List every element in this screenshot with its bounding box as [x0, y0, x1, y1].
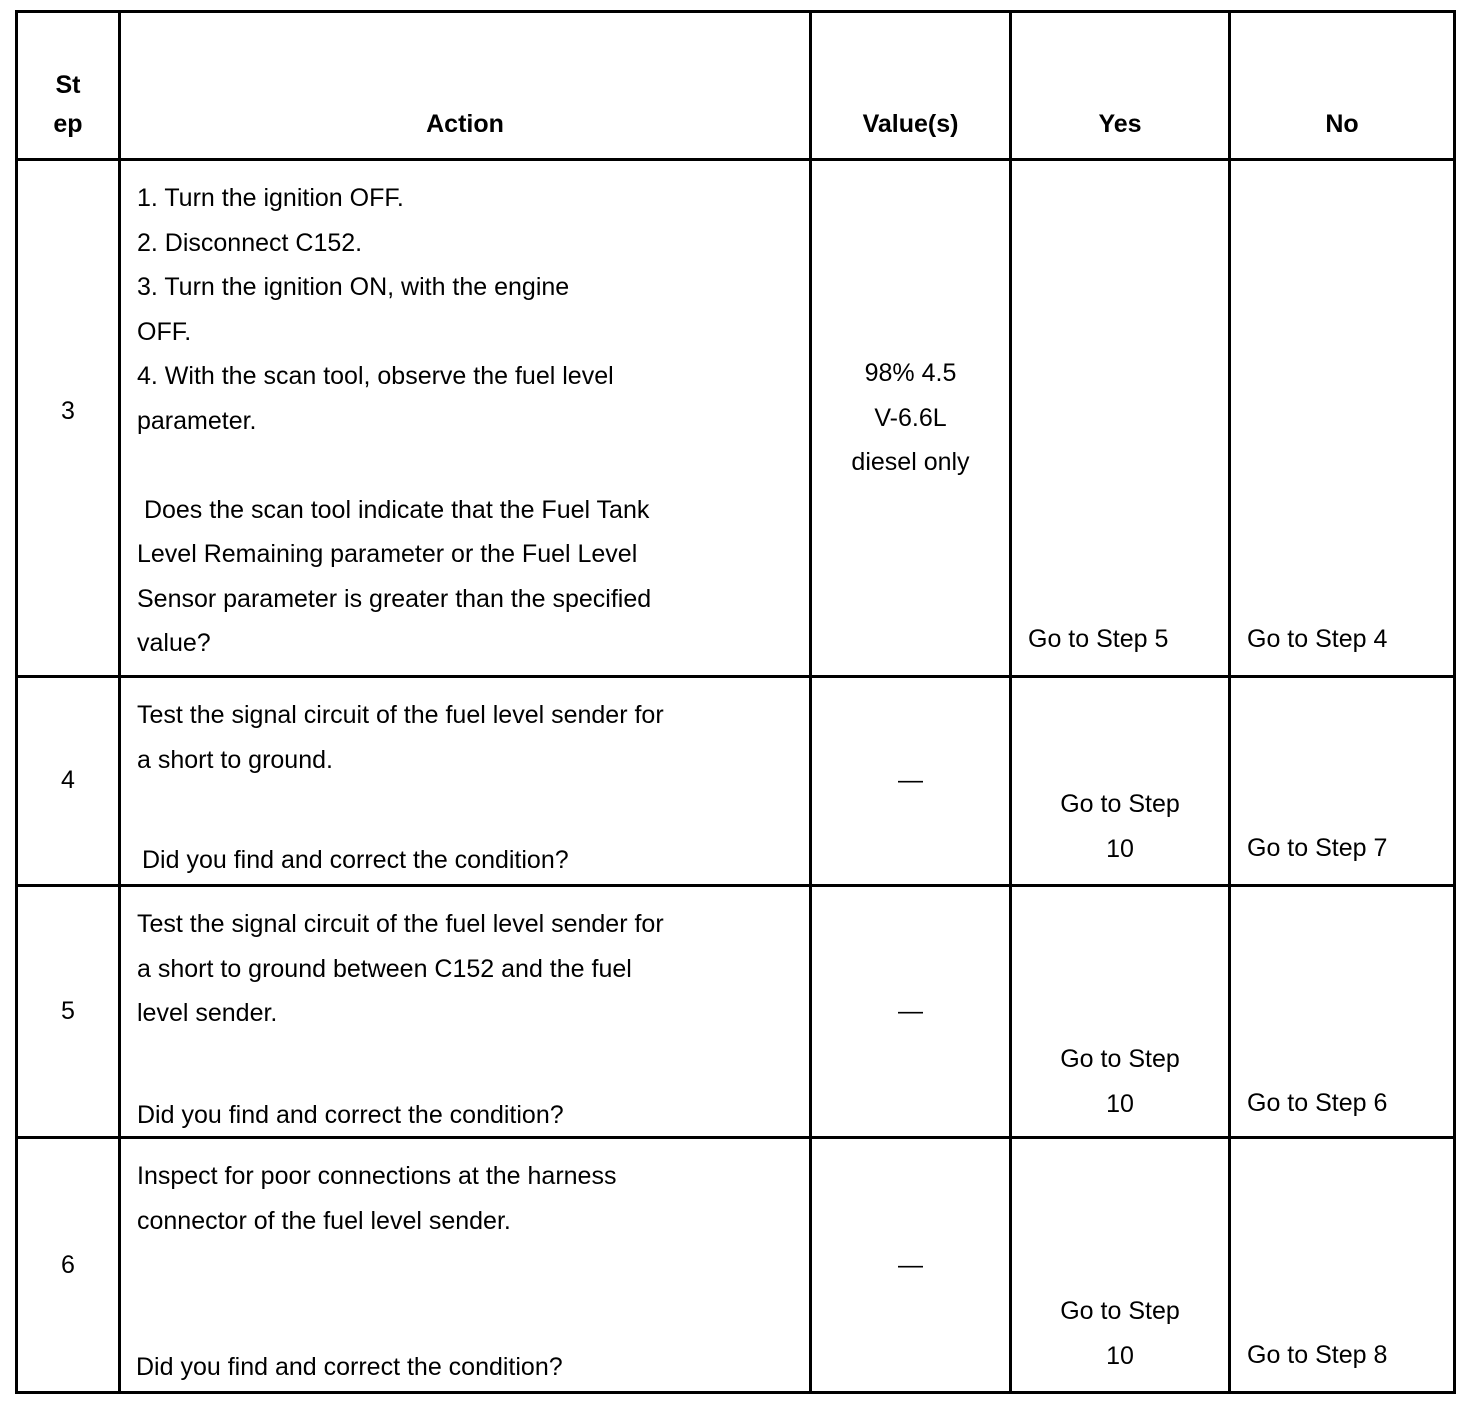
- header-step-line1: St: [55, 71, 81, 99]
- action-line: Does the scan tool indicate that the Fuel Tank: [137, 495, 650, 524]
- yes-link-line: 10: [1106, 834, 1134, 863]
- yes-link-line: Go to Step: [1060, 1045, 1180, 1073]
- no-link[interactable]: Go to Step 4: [1247, 625, 1388, 653]
- yes-link-line: 10: [1106, 1089, 1134, 1118]
- yes-link[interactable]: [1012, 1037, 1228, 1126]
- step-number: 5: [61, 997, 75, 1025]
- action-text: [137, 902, 664, 1036]
- step-number: 6: [61, 1251, 75, 1279]
- table-row: [17, 677, 1455, 886]
- yes-cell: [1011, 160, 1230, 677]
- action-line: 1. Turn the ignition OFF.: [137, 184, 404, 212]
- action-question: Did you find and correct the condition?: [142, 846, 569, 874]
- value-dash: —: [898, 1251, 923, 1279]
- spacer: [137, 443, 651, 488]
- step-cell: [17, 886, 120, 1138]
- value-cell: [811, 677, 1011, 886]
- yes-link[interactable]: [1012, 1289, 1228, 1378]
- table-row: [17, 886, 1455, 1138]
- step-cell: [17, 1138, 120, 1393]
- action-line: OFF.: [137, 317, 192, 346]
- value-text: [812, 351, 1009, 485]
- header-no: No: [1230, 12, 1455, 160]
- action-line: parameter.: [137, 406, 257, 435]
- no-cell: [1230, 160, 1455, 677]
- no-cell: [1230, 1138, 1455, 1393]
- header-yes: Yes: [1011, 12, 1230, 160]
- action-line: value?: [137, 629, 211, 657]
- action-cell: [120, 677, 811, 886]
- step-cell: [17, 160, 120, 677]
- diagnostic-table-container: [15, 10, 1453, 1391]
- yes-cell: [1011, 886, 1230, 1138]
- value-line: 98% 4.5: [864, 359, 957, 387]
- step-number: 3: [61, 397, 75, 425]
- action-cell: [120, 886, 811, 1138]
- action-question: Did you find and correct the condition?: [137, 1101, 564, 1129]
- header-row: [17, 12, 1455, 160]
- step-number: 4: [61, 766, 75, 794]
- value-cell: [811, 1138, 1011, 1393]
- yes-link-line: Go to Step: [1060, 790, 1180, 818]
- action-line: Inspect for poor connections at the harness: [137, 1162, 617, 1190]
- no-cell: [1230, 886, 1455, 1138]
- no-link[interactable]: Go to Step 8: [1247, 1341, 1388, 1369]
- yes-link[interactable]: [1012, 782, 1228, 871]
- yes-link[interactable]: Go to Step 5: [1028, 625, 1169, 653]
- action-line: connector of the fuel level sender.: [137, 1206, 511, 1235]
- value-cell: [811, 886, 1011, 1138]
- table-row: [17, 160, 1455, 677]
- value-cell: [811, 160, 1011, 677]
- header-step-line2: ep: [53, 110, 83, 138]
- action-line: Test the signal circuit of the fuel level sender for: [137, 910, 664, 938]
- action-line: 2. Disconnect C152.: [137, 228, 363, 257]
- action-line: level sender.: [137, 999, 278, 1027]
- value-line: diesel only: [851, 448, 970, 476]
- value-dash: —: [898, 997, 923, 1025]
- action-line: a short to ground.: [137, 745, 333, 774]
- action-text: [137, 693, 664, 782]
- action-cell: [120, 1138, 811, 1393]
- value-dash: —: [898, 766, 923, 794]
- yes-cell: [1011, 1138, 1230, 1393]
- table-row: [17, 1138, 1455, 1393]
- yes-link-line: Go to Step: [1060, 1297, 1180, 1325]
- no-link[interactable]: Go to Step 7: [1247, 834, 1388, 862]
- header-action: Action: [120, 12, 811, 160]
- action-line: 3. Turn the ignition ON, with the engine: [137, 273, 570, 301]
- diagnostic-table: [15, 10, 1456, 1394]
- action-text: [137, 1154, 616, 1243]
- action-cell: [120, 160, 811, 677]
- value-line: V-6.6L: [874, 403, 947, 432]
- action-line: Level Remaining parameter or the Fuel Level: [137, 540, 638, 568]
- header-values: Value(s): [811, 12, 1011, 160]
- action-line: Sensor parameter is greater than the specified: [137, 584, 652, 613]
- action-question: Did you find and correct the condition?: [136, 1353, 563, 1381]
- no-cell: [1230, 677, 1455, 886]
- header-step: [17, 12, 120, 160]
- no-link[interactable]: Go to Step 6: [1247, 1089, 1388, 1117]
- yes-cell: [1011, 677, 1230, 886]
- action-line: a short to ground between C152 and the fuel: [137, 954, 632, 983]
- action-line: Test the signal circuit of the fuel level sender for: [137, 701, 664, 729]
- action-line: 4. With the scan tool, observe the fuel level: [137, 362, 614, 390]
- action-text: [137, 176, 651, 666]
- step-cell: [17, 677, 120, 886]
- yes-link-line: 10: [1106, 1341, 1134, 1370]
